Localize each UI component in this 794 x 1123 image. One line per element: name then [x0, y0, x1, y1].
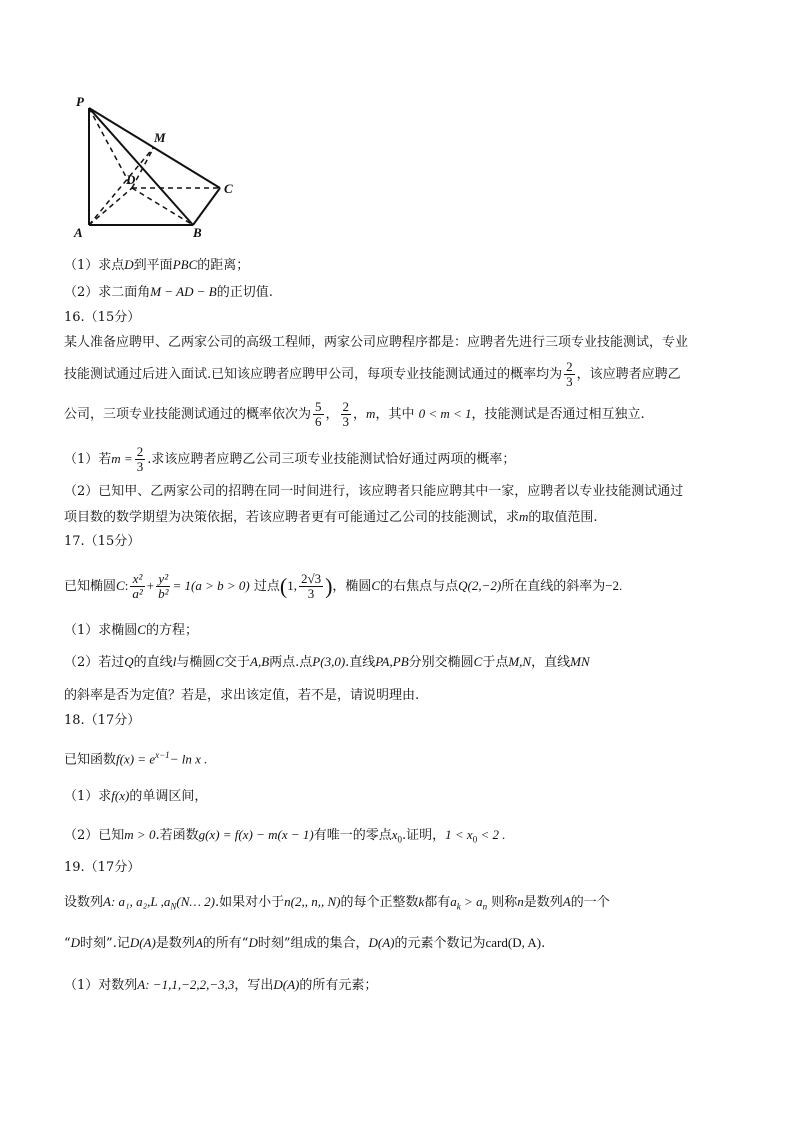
q16-part2-line1: （2）已知甲、乙两家公司的招聘在同一时间进行，该应聘者只能应聘其中一家，应聘者以专业技能测试通过: [64, 484, 684, 499]
q18-part2: （2）已知m > 0.若函数g(x) = f(x) − m(x − 1)有唯一的零点$x_0$.证明，$1 < x_0 < 2$ .: [64, 827, 506, 845]
q19-part1: （1）对数列A: −1,1,−2,2,−3,3，写出D(A)的所有元素；: [64, 977, 378, 993]
q15-part2: （2）求二面角M − AD − B的正切值.: [64, 284, 273, 300]
q16-line2: 技能测试通过后进入面试.已知该应聘者应聘甲公司，每项专业技能测试通过的概率均为 $\frac{2}{3}$ ，该应聘者应聘乙: [64, 359, 681, 389]
q17-part2-line2: 的斜率是否为定值？若是，求出该定值，若不是，请说明理由.: [64, 688, 420, 703]
q16-part2-line2: 项目数的数学期望为决策依据，若该应聘者更有可能通过乙公司的技能测试，求m的取值范围.: [64, 509, 598, 525]
fraction-2-3: $\frac{2}{3}$: [566, 359, 573, 389]
fraction-2sqrt3-3: $\frac{2√3}{3}$: [300, 571, 322, 601]
q19-line2: “D时刻”.记D(A)是数列A的所有“D时刻”组成的集合，D(A)的元素个数记为card(D, A).: [64, 935, 546, 951]
q19-header: 19.（17分）: [64, 860, 141, 875]
q18-header: 18.（17分）: [64, 713, 141, 728]
q18-part1: （1）求f(x)的单调区间，: [64, 788, 208, 804]
label-D: D: [126, 172, 136, 187]
q17-header: 17.（15分）: [64, 534, 141, 549]
fraction-2-3-b: $\frac{2}{3}$: [342, 399, 350, 429]
q17-line1: 已知椭圆C: $\frac{\text{x²}}{\text{a²}}$ + $\frac{\text{y²}}{\text{b²}}$ = 1(a > b > 0) 过点(1, $\frac{2√3}{3}$ )，椭圆C的右焦点与点Q(2,−2)所在直线的斜率为−2.: [64, 571, 623, 601]
label-C: C: [224, 181, 233, 196]
label-P: P: [76, 95, 84, 109]
fraction-x2-a2: $\frac{\text{x²}}{\text{a²}}$: [132, 571, 143, 601]
q17-part1: （1）求椭圆C的方程；: [64, 622, 198, 638]
q17-part2-line1: （2）若过Q的直线l与椭圆C交于A,B两点.点P(3,0).直线PA,PB分别交椭圆C于点M,N，直线MN: [64, 654, 590, 670]
label-B: B: [193, 225, 202, 240]
q15-part1: （1）求点D到平面PBC的距离；: [64, 257, 250, 273]
q16-header: 16.（15分）: [64, 310, 141, 325]
label-A: A: [74, 225, 83, 240]
q18-line1: 已知函数$f(x) = e^{x-1}- \ln x$ .: [64, 750, 208, 768]
q19-line1: 设数列A: a₁, a₂,L $,a_N(N\dots$ 2).如果对小于n(2,, n,, N)的每个正整数k都有$a_k > a_n$ 则称n是数列A的一个: [64, 894, 610, 912]
fraction-5-6: $\frac{5}{6}$: [315, 399, 322, 429]
q16-part1: （1）若m = $\frac{2}{3}$ .求该应聘者应聘乙公司三项专业技能测试恰好通过两项的概率；: [64, 444, 516, 474]
fraction-2-3-c: $\frac{2}{3}$: [136, 444, 144, 474]
label-M: M: [154, 130, 166, 145]
q16-line1: 某人准备应聘甲、乙两家公司的高级工程师，两家公司应聘程序都是：应聘者先进行三项专业技能测试，专业: [64, 335, 689, 350]
pyramid-figure: [70, 95, 250, 240]
fraction-y2-b2: $\frac{\text{y²}}{\text{b²}}$: [158, 571, 169, 601]
q16-line3: 公司，三项专业技能测试通过的概率依次为 $\frac{5}{6}$ ， $\frac{2}{3}$ ，m，其中 0 < m < 1，技能测试是否通过相互独立.: [64, 399, 645, 429]
